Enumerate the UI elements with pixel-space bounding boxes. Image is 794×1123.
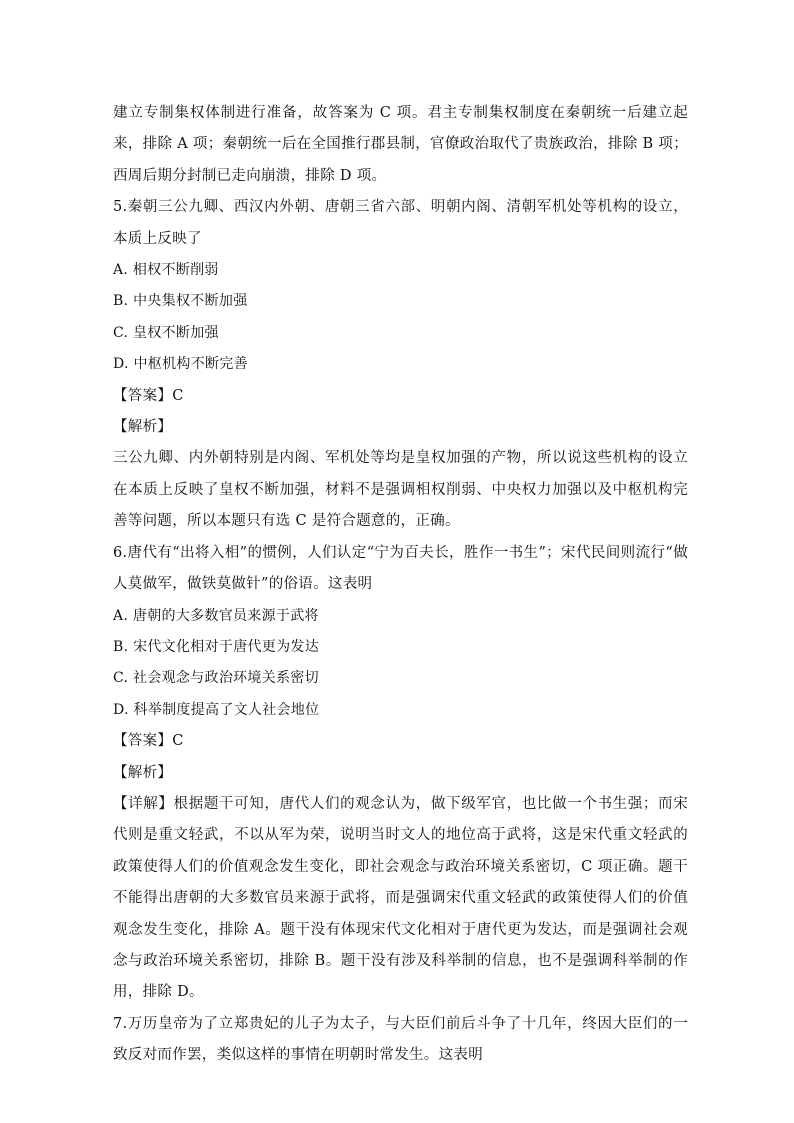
question-6-analysis-label: 【解析】 (113, 764, 173, 781)
question-5-stem: 5.秦朝三公九卿、西汉内外朝、唐朝三省六部、明朝内阁、清朝军机处等机构的设立，本质上反映了 (113, 199, 688, 247)
previous-analysis-text: 建立专制集权体制进行准备，故答案为 C 项。君主专制集权制度在秦朝统一后建立起来，排除 A 项；秦朝统一后在全国推行郡县制，官僚政治取代了贵族政治，排除 B 项；西周后期分封制已走向崩溃，排除 D 项。 (113, 105, 688, 184)
question-5-option-a: A. 相权不断削弱 (113, 262, 219, 279)
question-5-option-b: B. 中央集权不断加强 (113, 293, 248, 310)
question-5-answer: 【答案】C (113, 387, 184, 404)
question-5-option-d: D. 中枢机构不断完善 (113, 356, 248, 373)
question-5-analysis: 三公九卿、内外朝特别是内阁、军机处等均是皇权加强的产物，所以说这些机构的设立在本质上反映了皇权不断加强，材料不是强调相权削弱、中央权力加强以及中枢机构完善等问题，所以本题只有选 C 是符合题意的，正确。 (113, 450, 688, 530)
question-5-analysis-label: 【解析】 (113, 419, 173, 436)
question-6-option-d: D. 科举制度提高了文人社会地位 (113, 701, 320, 718)
question-6-detail: 【详解】根据题干可知，唐代人们的观念认为，做下级军官，也比做一个书生强；而宋代则是重文轻武，不以从军为荣，说明当时文人的地位高于武将，这是宋代重文轻武的政策使得人们的价值观念发生变化，即社会观念与政治环境关系密切，C 项正确。题干不能得出唐朝的大多数官员来源于武将，而是强调宋代重文轻武的政策使得人们的价值观念发生变化，排除 A。题干没有体现宋代文化相对于唐代更为发达，而是强调社会观念与政治环境关系密切，排除 B。题干没有涉及科举制的信息，也不是强调科举制的作用，排除 D。 (113, 795, 688, 1001)
question-6-option-a: A. 唐朝的大多数官员来源于武将 (113, 607, 319, 624)
question-6-stem: 6.唐代有“出将入相”的惯例，人们认定“宁为百夫长，胜作一书生”；宋代民间则流行“做人莫做军，做铁莫做针”的俗语。这表明 (113, 544, 688, 593)
question-6-option-c: C. 社会观念与政治环境关系密切 (113, 670, 319, 687)
document-body (113, 98, 688, 1072)
question-5-option-c: C. 皇权不断加强 (113, 324, 219, 341)
question-6-answer: 【答案】C (113, 733, 184, 750)
question-6-option-b: B. 宋代文化相对于唐代更为发达 (113, 638, 319, 655)
question-7-stem: 7.万历皇帝为了立郑贵妃的儿子为太子，与大臣们前后斗争了十几年，终因大臣们的一致反对而作罢，类似这样的事情在明朝时常发生。这表明 (113, 1015, 688, 1064)
